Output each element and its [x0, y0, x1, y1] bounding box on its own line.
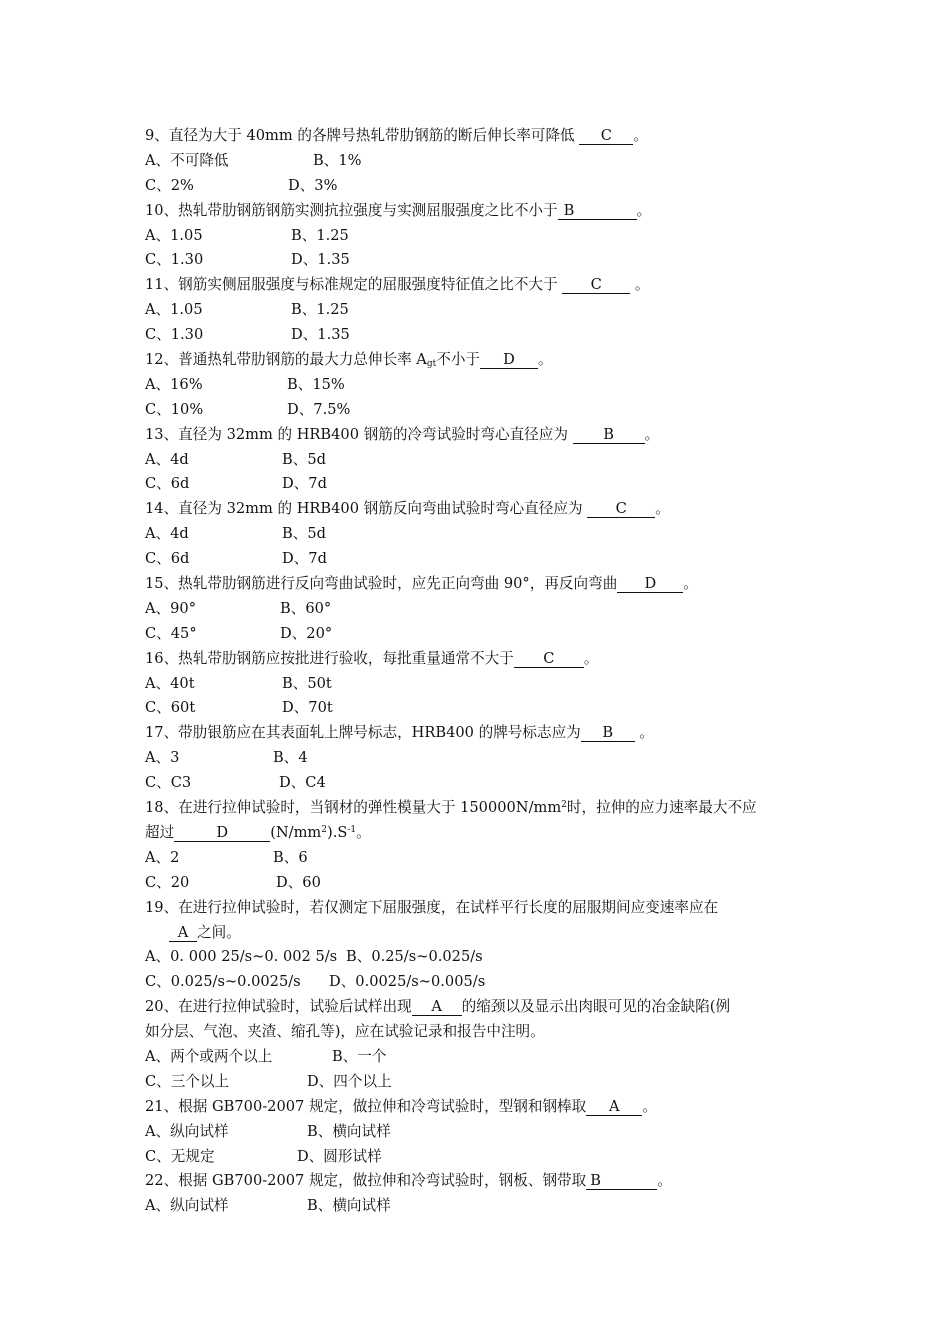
answer-blank: B — [581, 725, 635, 742]
option-a: A、3 — [145, 749, 180, 767]
question-9 — [145, 124, 815, 149]
question-14 — [145, 497, 815, 522]
question-16 — [145, 647, 815, 672]
option-b: B、6 — [273, 848, 308, 866]
question-text: 如分层、气泡、夹渣、缩孔等)，应在试验记录和报告中注明。 — [145, 1023, 545, 1041]
question-13 — [145, 423, 815, 448]
options-row — [145, 472, 815, 497]
question-text: 11、钢筋实侧屈服强度与标准规定的屈服强度特征值之比不大于 — [145, 276, 558, 294]
option-d: D、四个以上 — [307, 1072, 392, 1090]
question-end: 。 — [642, 1097, 657, 1115]
question-text: 9、直径为大于 40mm 的各牌号热轧带肋钢筋的断后伸长率可降低 — [145, 127, 575, 144]
option-c: C、6d — [145, 550, 190, 568]
option-b: B、50t — [282, 674, 332, 692]
answer-blank: B — [573, 427, 645, 444]
options-row — [145, 696, 815, 721]
question-end: 。 — [583, 649, 599, 667]
option-c: C、60t — [145, 699, 196, 717]
option-c: C、C3 — [145, 774, 192, 792]
superscript: 2 — [561, 800, 567, 811]
question-20-continued — [145, 1020, 815, 1045]
unit-text: (N/mm — [270, 823, 322, 841]
question-text: 17、带肋银筋应在其表面轧上牌号标志，HRB400 的牌号标志应为 — [145, 724, 581, 742]
option-a: A、不可降低 — [145, 151, 229, 169]
option-c: C、20 — [145, 873, 190, 891]
question-end: 。 — [636, 201, 652, 219]
question-18-continued — [145, 821, 815, 846]
option-c: C、45° — [145, 624, 197, 642]
question-text: 15、热轧带肋钢筋进行反向弯曲试验时，应先正向弯曲 90°，再反向弯曲 — [145, 575, 618, 593]
answer-blank: C — [514, 651, 584, 668]
option-b: B、5d — [282, 525, 326, 543]
option-b: B、4 — [273, 749, 308, 767]
option-c: C、无规定 — [145, 1147, 215, 1165]
question-end: 。 — [657, 1172, 672, 1190]
option-a: A、纵向试样 — [145, 1122, 229, 1140]
option-a: A、0. 000 25/s~0. 002 5/s — [145, 948, 338, 966]
question-text: 时，拉伸的应力速率最大不应 — [566, 799, 757, 817]
question-text: 超过 — [145, 823, 175, 841]
option-a: A、16% — [145, 375, 203, 393]
question-end: 之间。 — [197, 923, 241, 941]
options-row — [145, 149, 815, 174]
options-row — [145, 398, 815, 423]
options-row — [145, 746, 815, 771]
option-b: B、15% — [287, 375, 345, 393]
answer-blank: A — [412, 999, 462, 1016]
options-row — [145, 846, 815, 871]
superscript: 2 — [321, 824, 327, 835]
answer-blank: D — [617, 576, 683, 593]
option-a: A、纵向试样 — [145, 1197, 229, 1215]
option-d: D、20° — [280, 624, 333, 642]
options-row — [145, 871, 815, 896]
question-text: 的缩颈以及显示出肉眼可见的冶金缺陷(例 — [461, 998, 731, 1016]
question-20 — [145, 995, 815, 1020]
options-row — [145, 547, 815, 572]
question-18 — [145, 796, 815, 821]
options-row — [145, 1045, 815, 1070]
option-a: A、40t — [145, 674, 195, 692]
answer-blank: C — [562, 277, 630, 294]
question-text: 21、根据 GB700-2007 规定，做拉伸和冷弯试验时，型钢和钢棒取 — [145, 1097, 587, 1115]
question-end: 。 — [639, 724, 655, 742]
question-end: 。 — [538, 351, 553, 369]
option-c: C、1.30 — [145, 251, 204, 269]
answer-blank: B — [558, 203, 637, 220]
option-d: D、60 — [276, 873, 321, 891]
options-row — [145, 597, 815, 622]
options-row — [145, 1070, 815, 1095]
option-d: D、7d — [282, 475, 327, 493]
option-a: A、1.05 — [145, 226, 203, 244]
options-row — [145, 622, 815, 647]
question-text: 20、在进行拉伸试验时，试验后试样出现 — [145, 998, 412, 1016]
option-a: A、两个或两个以上 — [145, 1047, 273, 1065]
subscript: gt — [426, 359, 437, 370]
question-22 — [145, 1169, 815, 1194]
options-row — [145, 672, 815, 697]
answer-blank: D — [174, 825, 270, 842]
question-list — [145, 124, 815, 1219]
option-a: A、90° — [145, 599, 196, 617]
question-end: 。 — [644, 425, 660, 443]
option-d: D、70t — [282, 699, 333, 717]
options-row — [145, 373, 815, 398]
answer-blank: A — [169, 925, 197, 942]
question-text: 不小于 — [436, 351, 481, 369]
option-a: A、4d — [145, 450, 189, 468]
question-end: 。 — [655, 500, 670, 518]
question-text: 16、热轧带肋钢筋应按批进行验收，每批重量通常不大于 — [145, 649, 514, 667]
options-row — [145, 1120, 815, 1145]
option-b: B、1% — [313, 151, 362, 169]
option-c: C、0.025/s~0.0025/s — [145, 973, 301, 991]
question-17 — [145, 721, 815, 746]
option-d: D、0.0025/s~0.005/s — [329, 973, 486, 991]
answer-blank: A — [586, 1099, 642, 1116]
question-end: 。 — [634, 276, 650, 294]
option-a: A、2 — [145, 848, 180, 866]
options-row — [145, 522, 815, 547]
option-c: C、三个以上 — [145, 1072, 230, 1090]
option-b: B、1.25 — [291, 301, 349, 319]
options-row — [145, 448, 815, 473]
question-text: 14、直径为 32mm 的 HRB400 钢筋反向弯曲试验时弯心直径应为 — [145, 500, 583, 518]
option-a: A、4d — [145, 525, 189, 543]
question-text: 12、普通热轧带肋钢筋的最大力总伸长率 A — [145, 351, 427, 369]
question-10 — [145, 199, 815, 224]
options-row — [145, 298, 815, 323]
option-d: D、1.35 — [291, 251, 350, 269]
question-19 — [145, 896, 815, 921]
option-d: D、C4 — [279, 774, 326, 792]
question-21 — [145, 1095, 815, 1120]
question-12 — [145, 348, 815, 373]
option-b: B、0.25/s~0.025/s — [346, 948, 483, 966]
option-d: D、3% — [288, 176, 338, 194]
question-11 — [145, 273, 815, 298]
option-c: C、10% — [145, 400, 204, 418]
question-end: 。 — [683, 575, 698, 593]
option-a: A、1.05 — [145, 301, 203, 319]
option-b: B、60° — [280, 599, 332, 617]
option-c: C、6d — [145, 475, 190, 493]
options-row — [145, 323, 815, 348]
answer-blank: C — [587, 501, 655, 518]
question-end: 。 — [356, 823, 371, 841]
option-b: B、1.25 — [291, 226, 349, 244]
option-d: D、7.5% — [287, 400, 351, 418]
option-c: C、1.30 — [145, 326, 204, 344]
options-row — [145, 771, 815, 796]
question-text: 18、在进行拉伸试验时，当钢材的弹性模量大于 150000N/mm — [145, 799, 562, 817]
question-end: 。 — [633, 127, 648, 144]
options-row — [145, 174, 815, 199]
question-19-continued — [145, 921, 815, 946]
question-text: 13、直径为 32mm 的 HRB400 钢筋的冷弯试验时弯心直径应为 — [145, 425, 568, 443]
options-row — [145, 1145, 815, 1170]
option-b: B、5d — [282, 450, 326, 468]
question-text: 19、在进行拉伸试验时，若仅测定下屈服强度，在试样平行长度的屈服期间应变速率应在 — [145, 898, 719, 916]
unit-text: ).S — [327, 823, 348, 841]
option-c: C、2% — [145, 176, 194, 194]
options-row — [145, 248, 815, 273]
option-d: D、7d — [282, 550, 327, 568]
question-15 — [145, 572, 815, 597]
option-b: B、一个 — [332, 1047, 387, 1065]
option-d: D、圆形试样 — [297, 1147, 382, 1165]
options-row — [145, 970, 815, 995]
question-text: 22、根据 GB700-2007 规定，做拉伸和冷弯试验时，钢板、钢带取 — [145, 1172, 587, 1190]
options-row — [145, 1194, 815, 1219]
question-text: 10、热轧带肋钢筋钢筋实测抗拉强度与实测屈服强度之比不小于 — [145, 201, 558, 219]
options-row — [145, 224, 815, 249]
option-b: B、横向试样 — [307, 1122, 391, 1140]
answer-blank: B — [586, 1173, 657, 1190]
option-d: D、1.35 — [291, 326, 350, 344]
answer-blank: D — [480, 352, 538, 369]
options-row — [145, 945, 815, 970]
superscript: -1 — [347, 824, 357, 835]
answer-blank: C — [579, 128, 633, 145]
option-b: B、横向试样 — [307, 1197, 391, 1215]
